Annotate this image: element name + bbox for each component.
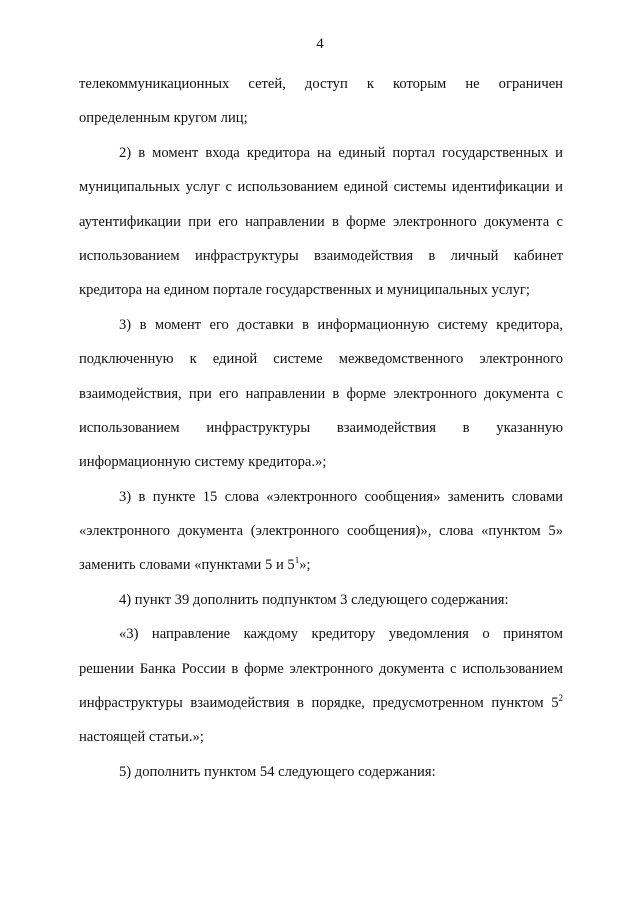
superscript-2: 2 (558, 693, 563, 704)
text-line-2: определенным кругом лиц; (79, 110, 248, 127)
text-line-21: 5) дополнить пунктом 54 следующего содержания: (119, 763, 436, 780)
text-line-8: 3) в момент его доставки в информационную систему кредитора, (119, 316, 563, 333)
text-line-20: настоящей статьи.»; (79, 729, 204, 746)
text-line-18: решении Банка России в форме электронного документа с использованием (79, 660, 563, 677)
text-line-17: «3) направление каждому кредитору уведомления о принятом (119, 626, 563, 643)
text-line-5: аутентификации при его направлении в форме электронного документа с (79, 213, 563, 230)
text-line-16: 4) пункт 39 дополнить подпунктом 3 следующего содержания: (119, 591, 509, 608)
text-line-1: телекоммуникационных сетей, доступ к которым не ограничен (79, 76, 563, 92)
text-line-11: использованием инфраструктуры взаимодействия в указанную (79, 419, 563, 436)
superscript-1: 1 (294, 555, 300, 566)
text-line-3: 2) в момент входа кредитора на единый портал государственных и (119, 144, 563, 161)
text-line-15-end: »; (299, 557, 311, 574)
text-line-9: подключенную к единой системе межведомственного электронного (79, 351, 563, 368)
text-line-19-main: инфраструктуры взаимодействия в порядке, предусмотренном пунктом 5 (79, 695, 559, 712)
text-line-7: кредитора на едином портале государственных и муниципальных услуг; (79, 282, 530, 299)
text-line-12: информационную систему кредитора.»; (79, 454, 327, 471)
text-line-15 (79, 548, 563, 582)
text-line-10: взаимодействия, при его направлении в форме электронного документа с (79, 385, 563, 402)
text-line-13: 3) в пункте 15 слова «электронного сообщения» заменить словами (119, 488, 563, 505)
page-number: 4 (316, 36, 324, 52)
text-line-15-main: заменить словами «пунктами 5 и 5 (79, 557, 295, 574)
text-line-14: «электронного документа (электронного сообщения)», слова «пунктом 5» (79, 523, 563, 540)
text-line-4: муниципальных услуг с использованием единой системы идентификации и (79, 179, 563, 196)
text-line-6: использованием инфраструктуры взаимодействия в личный кабинет (79, 247, 563, 264)
text-line-19 (79, 686, 563, 720)
body-text (79, 67, 563, 789)
